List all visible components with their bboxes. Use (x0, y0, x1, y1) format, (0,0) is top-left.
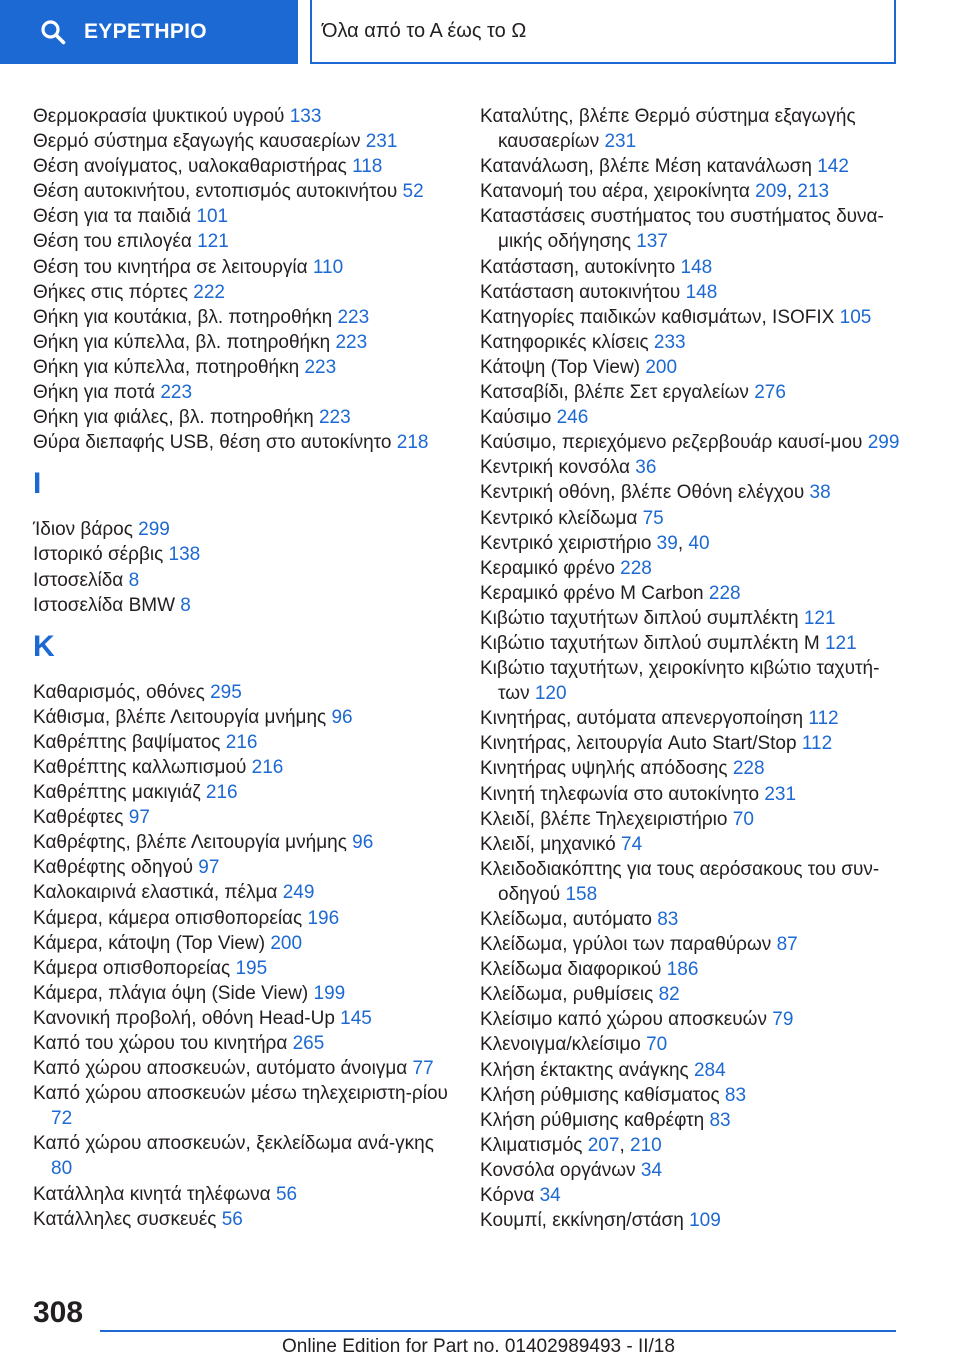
index-entry (33, 680, 458, 705)
index-entry-term: Κεντρική οθόνη, βλέπε Οθόνη ελέγχου (480, 482, 805, 504)
section-title-text: Όλα από το Α έως το Ω (322, 19, 527, 42)
search-icon (40, 19, 66, 45)
page-link[interactable]: 216 (251, 756, 284, 778)
index-entry-term: Κονσόλα οργάνων (480, 1159, 636, 1181)
page-link[interactable]: 231 (365, 131, 398, 153)
page-link[interactable]: 223 (335, 331, 368, 353)
index-entry (33, 705, 458, 730)
index-entry-term: Κιβώτιο ταχυτήτων διπλού συμπλέκτη M (480, 632, 820, 654)
index-entry-term: Θέση του κινητήρα σε λειτουργία (33, 256, 308, 278)
index-entry-term: Θήκες στις πόρτες (33, 281, 188, 303)
page-link[interactable]: 228 (732, 758, 765, 780)
index-entry (480, 932, 910, 957)
index-entry (480, 305, 910, 330)
page-link[interactable]: 96 (331, 706, 353, 728)
page-link[interactable]: 109 (689, 1210, 721, 1232)
page-link[interactable]: 145 (340, 1007, 372, 1029)
page-link[interactable]: 36 (635, 457, 657, 479)
index-entry-term: Θήκη για κουτάκια, βλ. ποτηροθήκη (33, 306, 333, 328)
page-link[interactable]: 52 (402, 181, 424, 203)
index-entry-term: Κινητήρας, λειτουργία Auto Start/Stop (480, 733, 797, 755)
spacer (33, 455, 458, 469)
page-link[interactable]: 222 (193, 281, 225, 303)
page-link[interactable]: 216 (205, 782, 238, 804)
index-entry (480, 631, 910, 656)
index-entry-term: Κλείδωμα, γρύλοι των παραθύρων (480, 934, 772, 956)
index-column-right (480, 104, 910, 1233)
index-entry-term: Κόρνα (480, 1185, 535, 1207)
index-entry (33, 855, 458, 880)
page-link[interactable]: 207 (587, 1134, 620, 1156)
index-entry-term: Καθρέπτης βαψίματος (33, 731, 221, 753)
index-entry-term: Κεραμικό φρένο M Carbon (480, 582, 704, 604)
page-link[interactable]: 96 (352, 832, 374, 854)
index-entry-term: Θέση ανοίγματος, υαλοκαθαριστήρας (33, 156, 347, 178)
index-entry (33, 380, 458, 405)
index-entry (480, 380, 910, 405)
index-entry-term: Θύρα διεπαφής USB, θέση στο αυτοκίνητο (33, 432, 392, 454)
index-entry (33, 830, 458, 855)
index-entry (33, 1207, 458, 1232)
index-entry (480, 581, 910, 606)
page-link[interactable]: 105 (839, 306, 872, 328)
index-entry (480, 455, 910, 480)
index-entry (33, 780, 458, 805)
index-entry (33, 255, 458, 280)
page-link[interactable]: 233 (653, 331, 686, 353)
index-entry-term: Θερμοκρασία ψυκτικού υγρού (33, 106, 285, 127)
index-entry: Κεντρικό χειριστήριο 39, 40 (480, 532, 710, 554)
index-entry-term: Ιστοσελίδα BMW (33, 594, 175, 616)
index-entry (33, 956, 458, 981)
page-link[interactable]: 246 (556, 407, 589, 429)
index-entry-term: Κάμερα, κάμερα οπισθοπορείας (33, 907, 303, 929)
index-entry (480, 280, 910, 305)
index-entry-term: Καπό χώρου αποσκευών, αυτόματο άνοιγμα (33, 1058, 408, 1080)
index-entry-term: Κινητήρας υψηλής απόδοσης (480, 758, 728, 780)
page-link[interactable]: 200 (645, 356, 678, 378)
index-entry (480, 656, 910, 706)
page-link[interactable]: 142 (817, 156, 849, 178)
index-entry (33, 981, 458, 1006)
page-link[interactable]: 196 (307, 907, 340, 929)
index-entry (33, 1131, 458, 1181)
spacer (33, 662, 458, 680)
page-link[interactable]: 83 (724, 1084, 747, 1106)
page-link[interactable]: 112 (808, 708, 839, 730)
index-entry (33, 405, 458, 430)
index-entry (33, 355, 458, 380)
page-link[interactable]: 72 (51, 1108, 73, 1130)
page-link[interactable]: 79 (772, 1009, 794, 1031)
page-link[interactable]: 210 (630, 1134, 662, 1156)
index-entry (33, 542, 458, 567)
page-link[interactable]: 209 (755, 181, 787, 203)
index-entry-term: Κάμερα, κάτοψη (Top View) (33, 932, 266, 954)
page-link[interactable]: 213 (797, 181, 830, 203)
index-entry-term: Ιστορικό σέρβις (33, 544, 164, 566)
page-link[interactable]: 110 (312, 256, 344, 278)
page-link[interactable]: 70 (732, 808, 754, 830)
index-entry (33, 129, 458, 154)
index-entry-term: Καταστάσεις συστήματος του συστήματος δυνα‐μικής οδήγησης (480, 206, 884, 253)
index-tab-label: ΕΥΡΕΤΗΡΙΟ (84, 20, 207, 43)
index-entry (33, 1182, 458, 1207)
index-entry (480, 430, 910, 455)
index-entry (480, 782, 910, 807)
page-number: 308 (33, 1296, 84, 1329)
index-entry-term: Καλοκαιρινά ελαστικά, πέλμα (33, 882, 278, 904)
page-link[interactable]: 80 (51, 1158, 73, 1180)
index-entry (480, 857, 910, 907)
index-entry-term: Θέση για τα παιδιά (33, 206, 192, 228)
index-entry-term: Θήκη για κύπελλα, βλ. ποτηροθήκη (33, 331, 331, 353)
index-entry-term: Κιβώτιο ταχυτήτων διπλού συμπλέκτη (480, 607, 799, 629)
page-link[interactable]: 34 (539, 1185, 561, 1207)
index-entry-term: Θέση του επιλογέα (33, 231, 192, 253)
page-link[interactable]: 148 (685, 281, 718, 303)
index-entry (480, 1208, 910, 1233)
index-entry (480, 255, 910, 280)
index-entry (480, 405, 910, 430)
page-link[interactable]: 133 (289, 106, 322, 127)
index-entry (480, 606, 910, 631)
page-link[interactable]: 231 (764, 783, 797, 805)
page-link[interactable]: 158 (565, 883, 598, 905)
index-letter-heading: Ι (33, 467, 42, 501)
index-entry (33, 593, 458, 618)
index-entry-term: Καθαρισμός, οθόνες (33, 681, 205, 703)
page-link[interactable]: 87 (776, 934, 798, 956)
index-entry-term: Κλείδωμα διαφορικού (480, 959, 662, 981)
index-entry (33, 1031, 458, 1056)
index-entry-term: Κάτοψη (Top View) (480, 356, 641, 378)
spacer (33, 618, 458, 632)
index-entry (480, 1007, 910, 1032)
page-link[interactable]: 195 (235, 957, 268, 979)
index-entry-term: Κλενοιγμα/κλείσιμο (480, 1034, 641, 1056)
index-column-left (33, 104, 458, 1232)
index-entry (480, 506, 910, 531)
index-entry (480, 556, 910, 581)
index-entry-term: Κατηφορικές κλίσεις (480, 331, 649, 353)
index-entry-term: Κάθισμα, βλέπε Λειτουργία μνήμης (33, 706, 327, 728)
index-entry-term: Κλήση ρύθμισης καθρέφτη (480, 1109, 705, 1131)
index-entry (33, 280, 458, 305)
page-link[interactable]: 8 (180, 594, 191, 616)
page-link[interactable]: 295 (210, 681, 242, 703)
index-entry-term: Καπό χώρου αποσκευών μέσω τηλεχειριστη‐ρίου (33, 1083, 448, 1105)
index-entry (33, 931, 458, 956)
index-entry (480, 731, 910, 756)
index-entry-term: Κλείδωμα, αυτόματο (480, 909, 652, 930)
index-entry (480, 1032, 910, 1057)
index-entry (33, 730, 458, 755)
index-entry-term: Καθρέπτης μακιγιάζ (33, 782, 201, 804)
index-entry-term: Κατσαβίδι, βλέπε Σετ εργαλείων (480, 382, 749, 404)
index-entry (33, 906, 458, 931)
page-link[interactable]: 97 (128, 807, 150, 829)
index-entry-term: Κατάλληλα κινητά τηλέφωνα (33, 1183, 271, 1205)
index-entry (33, 305, 458, 330)
page-link[interactable]: 265 (292, 1033, 325, 1054)
page-link[interactable]: 70 (646, 1034, 668, 1056)
page-link[interactable]: 200 (270, 932, 303, 954)
index-entry-term: Καταλύτης, βλέπε Θερμό σύστημα εξαγωγής καυσαερίων (480, 106, 856, 153)
index-entry-term: Κατηγορίες παιδικών καθισμάτων, ISOFIX (480, 306, 835, 328)
index-entry (480, 807, 910, 832)
index-entry: Κλιματισμός 207, 210 (480, 1134, 662, 1156)
page-link[interactable]: 216 (225, 731, 258, 753)
index-entry-term: Ιστοσελίδα (33, 569, 124, 591)
index-entry-term: Κεντρικό χειριστήριο (480, 532, 652, 554)
index-entry (480, 756, 910, 781)
index-entry-term: Θέση αυτοκινήτου, εντοπισμός αυτοκινήτου (33, 181, 398, 203)
page-link[interactable]: 118 (352, 156, 383, 178)
page-link[interactable]: 56 (275, 1183, 298, 1205)
page-link[interactable]: 138 (168, 544, 201, 566)
index-entry-term: Κλήση ρύθμισης καθίσματος (480, 1084, 720, 1106)
page-link[interactable]: 74 (621, 833, 643, 855)
page-link[interactable]: 121 (824, 632, 857, 654)
page-link[interactable]: 148 (680, 256, 713, 278)
index-entry (33, 154, 458, 179)
index-entry (33, 430, 458, 455)
index-entry-term: Ίδιον βάρος (33, 519, 133, 541)
index-entry (480, 154, 910, 179)
index-entry-term: Καθρέφτες (33, 807, 124, 829)
index-entry-term: Κεντρικό κλείδωμα (480, 507, 638, 529)
index-entry (480, 330, 910, 355)
index-entry (33, 880, 458, 905)
page-link[interactable]: 8 (128, 569, 140, 591)
index-entry (480, 1058, 910, 1083)
page-link[interactable]: 101 (196, 206, 229, 228)
footer-edition-text: Online Edition for Part no. 01402989493 - II/18 (282, 1336, 675, 1357)
page-link[interactable]: 223 (337, 306, 370, 328)
index-entry-term: Θήκη για φιάλες, βλ. ποτηροθήκη (33, 407, 314, 429)
index-entry (33, 755, 458, 780)
index-entry-term: Καπό του χώρου του κινητήρα (33, 1033, 288, 1054)
page-link[interactable]: 112 (801, 733, 833, 755)
index-entry-term: Κατάσταση αυτοκινήτου (480, 281, 681, 303)
index-letter-heading: Κ (33, 629, 55, 663)
page-link[interactable]: 276 (754, 382, 786, 404)
index-entry (33, 104, 458, 129)
page-link[interactable]: 223 (318, 407, 351, 429)
page-link[interactable]: 223 (160, 382, 193, 404)
index-entry-term: Καπό χώρου αποσκευών, ξεκλείδωμα ανά‐γκης (33, 1133, 434, 1155)
alphabet-section-title[interactable] (310, 0, 896, 64)
page-link[interactable]: 56 (221, 1208, 243, 1230)
index-entry (33, 1081, 458, 1131)
index-entry (480, 957, 910, 982)
index-entry (480, 832, 910, 857)
index-entry (33, 517, 458, 542)
index-entry-term: Κλειδί, βλέπε Τηλεχειριστήριο (480, 808, 728, 830)
page-link[interactable]: 83 (657, 909, 679, 930)
index-entry (33, 330, 458, 355)
index-entry-term: Κανονική προβολή, οθόνη Head-Up (33, 1007, 335, 1029)
index-entry-term: Κινητή τηλεφωνία στο αυτοκίνητο (480, 783, 760, 805)
index-entry (480, 982, 910, 1007)
page-link[interactable]: 38 (809, 482, 831, 504)
page-link[interactable]: 231 (604, 131, 637, 153)
footer-divider (100, 1330, 896, 1332)
index-entry-term: Κλήση έκτακτης ανάγκης (480, 1059, 689, 1081)
index-entry (480, 355, 910, 380)
index-entry-term: Κουμπί, εκκίνηση/στάση (480, 1210, 684, 1232)
index-entry-term: Κλιματισμός (480, 1134, 583, 1156)
index-entry (480, 706, 910, 731)
index-entry-term: Κλείδωμα, ρυθμίσεις (480, 984, 654, 1006)
page-link[interactable]: 34 (640, 1159, 663, 1181)
page-link[interactable]: 218 (396, 432, 429, 454)
index-entry-term: Κιβώτιο ταχυτήτων, χειροκίνητο κιβώτιο ταχυτή‐των (480, 658, 880, 705)
index-entry-term: Κατάλληλες συσκευές (33, 1208, 217, 1230)
index-entry (480, 1083, 910, 1108)
index-entry (33, 1006, 458, 1031)
index-entry (480, 1158, 910, 1183)
index-entry-term: Κατανομή του αέρα, χειροκίνητα (480, 181, 750, 203)
page-link[interactable]: 97 (198, 857, 220, 879)
page-link[interactable]: 120 (534, 683, 567, 705)
index-entry-term: Κινητήρας, αυτόματα απενεργοποίηση (480, 708, 804, 730)
index-entry (480, 1183, 910, 1208)
index-entry (480, 1108, 910, 1133)
index-tab[interactable] (0, 0, 298, 64)
index-entry: Κατανομή του αέρα, χειροκίνητα 209, 213 (480, 181, 830, 203)
page-link[interactable]: 40 (688, 532, 710, 554)
index-entry-term: Θήκη για κύπελλα, ποτηροθήκη (33, 356, 300, 378)
page-link[interactable]: 75 (642, 507, 664, 529)
spacer (33, 499, 458, 517)
page-link[interactable]: 299 (867, 432, 900, 454)
index-entry-term: Καθρέφτης, βλέπε Λειτουργία μνήμης (33, 832, 347, 854)
page-link[interactable]: 228 (620, 557, 652, 579)
index-entry (480, 907, 910, 932)
index-entry-term: Θήκη για ποτά (33, 382, 156, 404)
page-link[interactable]: 249 (282, 882, 315, 904)
page-link[interactable]: 83 (709, 1109, 731, 1131)
index-entry-term: Καύσιμο (480, 407, 552, 429)
page-link[interactable]: 77 (412, 1058, 434, 1080)
index-entry-term: Κλειδοδιακόπτης για τους αερόσακους του συν‐οδηγού (480, 858, 880, 905)
index-entry-term: Κεραμικό φρένο (480, 557, 615, 579)
index-entry-term: Καύσιμο, περιεχόμενο ρεζερβουάρ καυσί‐μου (480, 432, 863, 454)
index-entry (33, 204, 458, 229)
page-link[interactable]: 121 (197, 231, 229, 253)
index-entry-term: Κάμερα, πλάγια όψη (Side View) (33, 982, 309, 1004)
page-link[interactable]: 284 (693, 1059, 726, 1081)
index-entry-term: Κατάσταση, αυτοκίνητο (480, 256, 676, 278)
index-entry (33, 179, 458, 204)
index-entry (33, 805, 458, 830)
page-link[interactable]: 186 (666, 959, 699, 981)
index-entry-term: Κατανάλωση, βλέπε Μέση κατανάλωση (480, 156, 812, 178)
page-link[interactable]: 223 (304, 356, 337, 378)
index-entry-term: Καθρέπτης καλλωπισμού (33, 756, 247, 778)
index-entry-term: Θερμό σύστημα εξαγωγής καυσαερίων (33, 131, 361, 153)
index-entry (33, 1056, 458, 1081)
index-entry-term: Καθρέφτης οδηγού (33, 857, 193, 879)
page-link[interactable]: 299 (138, 519, 170, 541)
page-link[interactable]: 228 (708, 582, 741, 604)
page-link[interactable]: 137 (636, 231, 668, 253)
index-entry-term: Κάμερα οπισθοπορείας (33, 957, 231, 979)
index-entry (480, 104, 910, 154)
index-entry-term: Κλείσιμο καπό χώρου αποσκευών (480, 1009, 767, 1031)
index-entry (33, 568, 458, 593)
page-link[interactable]: 82 (658, 984, 680, 1006)
page-link[interactable]: 39 (656, 532, 678, 554)
index-entry (480, 204, 910, 254)
page-link[interactable]: 199 (313, 982, 346, 1004)
index-entry (33, 229, 458, 254)
page-link[interactable]: 121 (803, 607, 836, 629)
index-entry (480, 480, 910, 505)
index-entry-term: Κεντρική κονσόλα (480, 457, 630, 479)
index-entry-term: Κλειδί, μηχανικό (480, 833, 616, 855)
